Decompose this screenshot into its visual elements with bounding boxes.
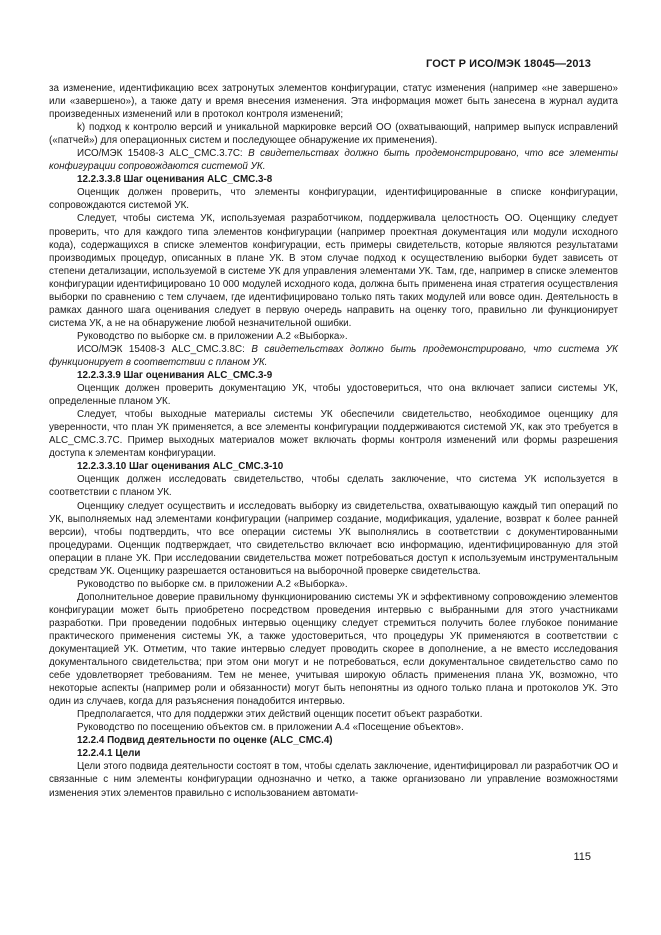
list-item: k) подход к контролю версий и уникальной маркировке версий ОО (охватывающий, например выпуск исправлений («патчей») для операционных систем и последующее обнаружение их применения). <box>49 122 618 147</box>
paragraph: Следует, чтобы выходные материалы системы УК обеспечили свидетельство, необходимое оценщику для уверенности, что план УК применяется, а все элементы конфигурации поддерживаются системой УК, как это требуется в ALC_CMC.3.7С. Пример выходных материалов может включать формы контроля изменений или формы разрешения доступа к элементам конфигурации. <box>49 409 618 460</box>
paragraph: Цели этого подвида деятельности состоят в том, чтобы сделать заключение, идентифицировал ли разработчик ОО и связанные с ним элементы конфигурации однозначно и четко, а также организовано ли управление возможностями изменения этих элементов правильно с использованием автомати- <box>49 761 618 799</box>
paragraph: Оценщик должен исследовать свидетельство, чтобы сделать заключение, что система УК используется в соответствии с планом УК. <box>49 474 618 499</box>
requirement-paragraph <box>49 147 618 173</box>
requirement-ref: ИСО/МЭК 15408-3 ALC_CMC.3.7С: <box>77 148 249 160</box>
section-heading: 12.2.3.3.8 Шаг оценивания ALC_CMC.3-8 <box>77 174 273 186</box>
paragraph: Руководство по выборке см. в приложении А.2 «Выборка». <box>77 330 348 342</box>
section-heading: 12.2.4 Подвид деятельности по оценке (ALC_CMC.4) <box>77 735 333 747</box>
requirement-text: В свидетельствах должно быть продемонстрировано, что все элементы конфигурации сопровождаются системой УК. <box>49 148 618 173</box>
paragraph: Руководство по выборке см. в приложении А.2 «Выборка». <box>77 578 348 590</box>
section-heading: 12.2.3.3.9 Шаг оценивания ALC_CMC.3-9 <box>77 370 273 382</box>
section-heading: 12.2.4.1 Цели <box>77 748 141 760</box>
paragraph: Руководство по посещению объектов см. в приложении А.4 «Посещение объектов». <box>77 722 464 734</box>
document-body <box>49 82 618 800</box>
requirement-paragraph <box>49 343 618 369</box>
requirement-text: В свидетельствах должно быть продемонстрировано, что система УК функционирует в соответствии с планом УК. <box>49 343 618 368</box>
paragraph: Оценщику следует осуществить и исследовать выборку из свидетельства, охватывающую каждый тип операций по УК, выполняемых над элементами конфигурации (например создание, модификация, удаление, возврат к более ранней версии), чтобы подтвердить, что все операции системы УК выполнялись в соответствии с документированными процедурами. Оценщик подтверждает, что свидетельство включает всю информацию, идентифицированную для этой операции в плане УК. При исследовании свидетельства может потребоваться доступ к используемым инструментальным средствам УК. Оценщику разрешается остановиться на выборочной проверке свидетельства. <box>49 500 618 577</box>
paragraph: Предполагается, что для поддержки этих действий оценщик посетит объект разработки. <box>77 709 483 721</box>
paragraph: Оценщик должен проверить, что элементы конфигурации, идентифицированные в списке конфигурации, сопровождаются системой УК. <box>49 187 618 212</box>
paragraph: Оценщик должен проверить документацию УК, чтобы удостовериться, что она включает записи системы УК, определенные планом УК. <box>49 383 618 408</box>
paragraph: Дополнительное доверие правильному функционированию системы УК и эффективному сопровождению элементов конфигурации может быть приобретено посредством проведения интервью с выбранными для этого участниками разработки. При проведении подобных интервью оценщику следует стремиться получить более глубокое понимание практического применения системы УК, а также удостовериться, что процедуры УК применяются в соответствии с документацией УК. Отметим, что такие интервью следует проводить скорее в дополнение, а не вместо исследования документального свидетельства; при этом они могут и не потребоваться, если документальное свидетельство само по себе удовлетворяет требованиям. Тем не менее, учитывая широкую область применения плана УК, возможно, что некоторые аспекты (например роли и обязанности) могут быть непонятны из одного только плана и протоколов УК. Это один из случаев, когда для разъяснения понадобится интервью. <box>49 591 618 708</box>
page-header: ГОСТ Р ИСО/МЭК 18045—2013 <box>426 58 591 70</box>
page-number: 115 <box>573 851 591 863</box>
requirement-ref: ИСО/МЭК 15408-3 ALC_CMC.3.8С: <box>77 343 252 355</box>
paragraph: за изменение, идентификацию всех затронутых элементов конфигурации, статус изменения (например «не завершено» или «завершено»), а также дату и время внесения изменения. Эта информация может быть занесена в журнал аудита произведенных изменений или в протокол контроля изменений; <box>49 83 618 121</box>
paragraph: Следует, чтобы система УК, используемая разработчиком, поддерживала целостность ОО. Оценщику следует проверить, что для каждого типа элементов конфигурации (например проектная документация или модули исходного кода), содержащихся в списке элементов конфигурации, есть примеры свидетельств, которые являются результатами производимых процедур, описанных в плане УК. В этом случае подход к осуществлению выборки будет зависеть от степени детализации, используемой в системе УК для управления элементами УК. Там, где, например в списке элементов конфигурации идентифицировано 10 000 модулей исходного кода, должна быть применена иная стратегия осуществления выборки по сравнению с тем случаем, где идентифицировано только пять таких модулей или вовсе один. Деятельность в рамках данного шага оценивания следует в первую очередь направить на оценку того, правильно ли функционирует система УК, а не на обнаружение любой незначительной ошибки. <box>49 213 618 329</box>
section-heading: 12.2.3.3.10 Шаг оценивания ALC_CMC.3-10 <box>77 461 284 473</box>
